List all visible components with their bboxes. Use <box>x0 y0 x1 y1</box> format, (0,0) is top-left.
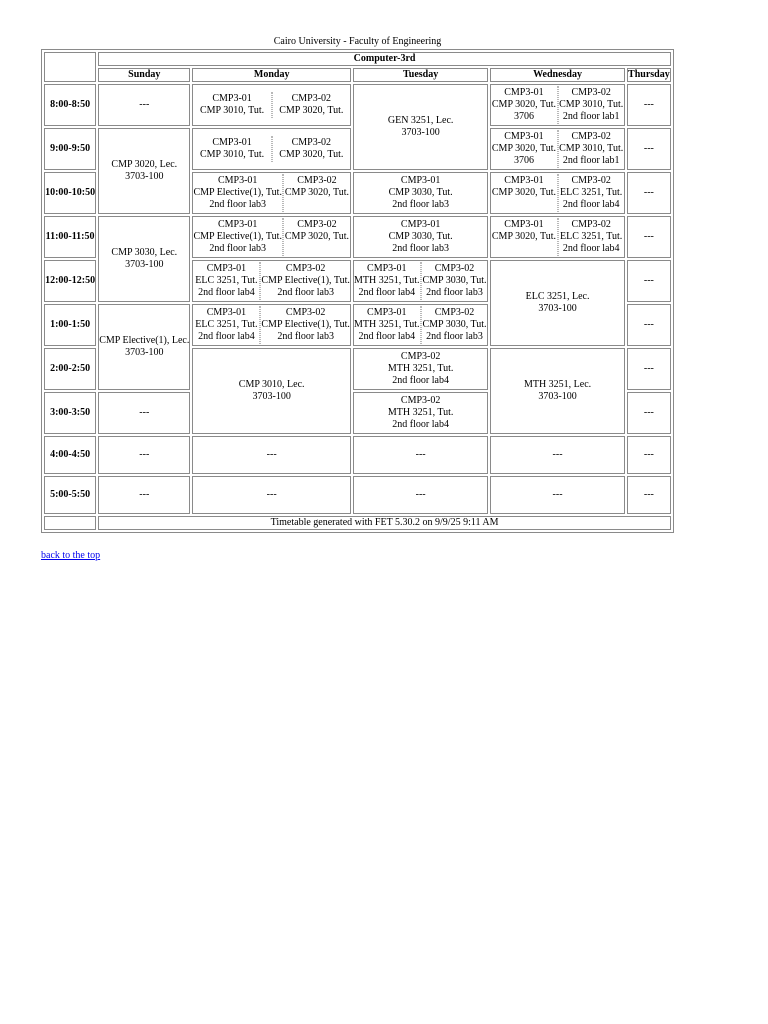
group-cmp3-02: CMP3-02 CMP 3020, Tut. <box>283 174 350 212</box>
wednesday-11-session <box>490 216 624 258</box>
group-cmp3-02: CMP3-02 CMP 3030, Tut. 2nd floor lab3 <box>422 307 487 342</box>
time-slot-11: 11:00-11:50 <box>44 216 96 258</box>
timetable-footer: Timetable generated with FET 5.30.2 on 9/9/25 9:11 AM <box>98 516 671 530</box>
tuesday-11-session <box>353 216 488 258</box>
corner-cell <box>44 52 96 82</box>
wednesday-9-session <box>490 128 624 170</box>
group-cmp3-02: CMP3-02 CMP 3020, Tut. <box>272 136 350 162</box>
tuesday-3-session <box>353 392 488 434</box>
monday-10-session <box>192 172 350 214</box>
group-cmp3-02: CMP3-02 CMP 3030, Tut. 2nd floor lab3 <box>422 263 487 298</box>
time-slot-3: 3:00-3:50 <box>44 392 96 434</box>
sunday-cmp3020-lecture: CMP 3020, Lec. 3703-100 <box>98 128 190 214</box>
group-cmp3-01: CMP3-01 ELC 3251, Tut. 2nd floor lab4 <box>193 306 260 344</box>
monday-9-session <box>192 128 350 170</box>
wednesday-10-session <box>490 172 624 214</box>
time-slot-4: 4:00-4:50 <box>44 436 96 474</box>
group-cmp3-01: CMP3-01 CMP 3020, Tut. <box>491 218 557 256</box>
monday-1-session <box>192 304 350 346</box>
thursday-9-empty: --- <box>627 128 671 170</box>
group-cmp3-02: CMP3-02 ELC 3251, Tut. 2nd floor lab4 <box>558 218 624 256</box>
wednesday-elc3251-lecture: ELC 3251, Lec. 3703-100 <box>490 260 624 346</box>
group-cmp3-02: CMP3-02 MTH 3251, Tut. 2nd floor lab4 <box>387 395 454 430</box>
time-slot-5: 5:00-5:50 <box>44 476 96 514</box>
wednesday-5-empty: --- <box>490 476 624 514</box>
thursday-10-empty: --- <box>627 172 671 214</box>
tuesday-gen3251-lecture: GEN 3251, Lec. 3703-100 <box>353 84 488 170</box>
time-slot-9: 9:00-9:50 <box>44 128 96 170</box>
thursday-8-empty: --- <box>627 84 671 126</box>
thursday-4-empty: --- <box>627 436 671 474</box>
group-cmp3-01: CMP3-01 MTH 3251, Tut. 2nd floor lab4 <box>353 263 420 298</box>
group-cmp3-02: CMP3-02 CMP 3010, Tut. 2nd floor lab1 <box>559 131 624 166</box>
monday-5-empty: --- <box>192 476 350 514</box>
day-header-monday: Monday <box>192 68 350 82</box>
sunday-cmp3030-lecture: CMP 3030, Lec. 3703-100 <box>98 216 190 302</box>
group-cmp3-02: CMP3-02 CMP 3020, Tut. <box>272 92 350 118</box>
group-cmp3-01: CMP3-01 CMP 3010, Tut. <box>193 136 271 162</box>
timetable-wrapper <box>41 36 674 533</box>
time-slot-2: 2:00-2:50 <box>44 348 96 390</box>
monday-cmp3010-lecture: CMP 3010, Lec. 3703-100 <box>192 348 350 434</box>
time-slot-10: 10:00-10:50 <box>44 172 96 214</box>
group-cmp3-01: CMP3-01 MTH 3251, Tut. 2nd floor lab4 <box>353 307 420 342</box>
wednesday-mth3251-lecture: MTH 3251, Lec. 3703-100 <box>490 348 624 434</box>
day-header-wednesday: Wednesday <box>490 68 624 82</box>
monday-8-session <box>192 84 350 126</box>
group-cmp3-01: CMP3-01 CMP Elective(1), Tut. 2nd floor lab3 <box>193 175 282 210</box>
day-header-thursday: Thursday <box>628 69 670 80</box>
timetable-caption: Cairo University - Faculty of Engineering <box>273 36 442 47</box>
group-cmp3-01: CMP3-01 CMP Elective(1), Tut. 2nd floor lab3 <box>193 219 282 254</box>
sunday-4-empty: --- <box>98 436 190 474</box>
sunday-8-empty: --- <box>98 84 190 126</box>
tuesday-1-session <box>353 304 488 346</box>
class-name-header: Computer-3rd <box>98 52 671 66</box>
group-cmp3-01: CMP3-01 ELC 3251, Tut. 2nd floor lab4 <box>193 262 260 300</box>
timetable <box>41 36 674 533</box>
time-slot-12: 12:00-12:50 <box>44 260 96 302</box>
thursday-3-empty: --- <box>627 392 671 434</box>
thursday-12-empty: --- <box>627 260 671 302</box>
monday-12-session <box>192 260 350 302</box>
tuesday-12-session <box>353 260 488 302</box>
group-cmp3-02: CMP3-02 CMP Elective(1), Tut. 2nd floor lab3 <box>261 307 350 342</box>
sunday-3-empty: --- <box>98 392 190 434</box>
group-cmp3-02: CMP3-02 CMP 3010, Tut. 2nd floor lab1 <box>559 87 624 122</box>
thursday-11-empty: --- <box>627 216 671 258</box>
group-cmp3-01: CMP3-01 CMP 3020, Tut. 3706 <box>491 87 556 122</box>
group-cmp3-01: CMP3-01 CMP 3030, Tut. 2nd floor lab3 <box>388 219 453 254</box>
day-header-tuesday: Tuesday <box>353 68 488 82</box>
footer-corner <box>44 516 96 530</box>
tuesday-4-empty: --- <box>353 436 488 474</box>
sunday-5-empty: --- <box>98 476 190 514</box>
group-cmp3-01: CMP3-01 CMP 3010, Tut. <box>193 92 271 118</box>
tuesday-2-session <box>353 348 488 390</box>
tuesday-5-empty: --- <box>353 476 488 514</box>
sunday-elective-lecture: CMP Elective(1), Lec. 3703-100 <box>98 304 190 390</box>
wednesday-4-empty: --- <box>490 436 624 474</box>
time-slot-1: 1:00-1:50 <box>44 304 96 346</box>
group-cmp3-02: CMP3-02 ELC 3251, Tut. 2nd floor lab4 <box>558 174 624 212</box>
monday-4-empty: --- <box>192 436 350 474</box>
thursday-5-empty: --- <box>627 476 671 514</box>
group-cmp3-02: CMP3-02 MTH 3251, Tut. 2nd floor lab4 <box>387 351 454 386</box>
day-header-sunday: Sunday <box>98 68 190 82</box>
tuesday-10-session <box>353 172 488 214</box>
group-cmp3-01: CMP3-01 CMP 3020, Tut. 3706 <box>491 131 556 166</box>
group-cmp3-01: CMP3-01 CMP 3020, Tut. <box>491 174 557 212</box>
back-to-top-link[interactable]: back to the top <box>41 550 101 561</box>
group-cmp3-02: CMP3-02 CMP 3020, Tut. <box>283 218 350 256</box>
group-cmp3-01: CMP3-01 CMP 3030, Tut. 2nd floor lab3 <box>388 175 453 210</box>
monday-11-session <box>192 216 350 258</box>
thursday-2-empty: --- <box>627 348 671 390</box>
time-slot-8: 8:00-8:50 <box>44 84 96 126</box>
wednesday-8-session <box>490 84 624 126</box>
thursday-1-empty: --- <box>627 304 671 346</box>
group-cmp3-02: CMP3-02 CMP Elective(1), Tut. 2nd floor lab3 <box>261 263 350 298</box>
